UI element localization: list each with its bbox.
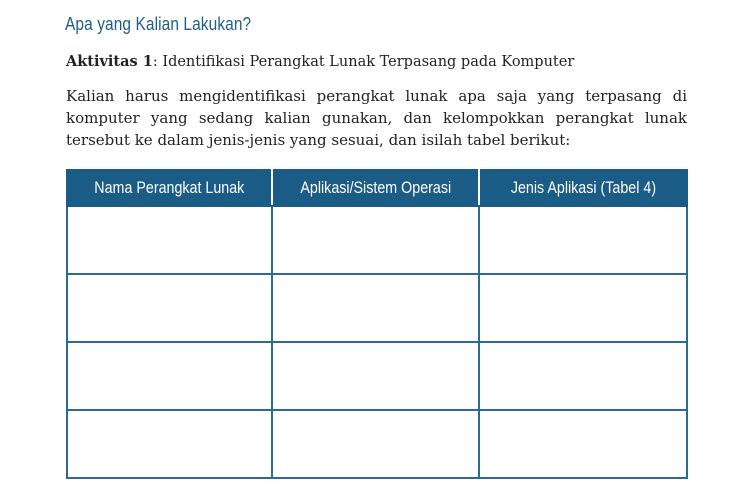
header-software-name: Nama Perangkat Lunak — [67, 170, 272, 206]
activity-title — [66, 53, 574, 70]
section-heading: Apa yang Kalian Lakukan? — [65, 14, 252, 34]
paragraph-line-2: komputer yang sedang kalian gunakan, dan kelompokkan perangkat lunak — [66, 109, 687, 127]
table-cell — [67, 342, 272, 410]
software-table — [66, 169, 688, 479]
activity-label: Aktivitas 1 — [66, 53, 153, 70]
table-row — [67, 206, 687, 274]
table-cell — [272, 206, 479, 274]
table-cell — [67, 274, 272, 342]
table-row — [67, 410, 687, 478]
paragraph-line-3: tersebut ke dalam jenis-jenis yang sesuai, dan isilah tabel berikut: — [66, 131, 571, 149]
table-cell — [479, 342, 687, 410]
instruction-paragraph — [66, 85, 687, 151]
table-cell — [479, 410, 687, 478]
table-cell — [479, 274, 687, 342]
table-header-row — [67, 170, 687, 206]
header-app-or-os: Aplikasi/Sistem Operasi — [272, 170, 479, 206]
table-row — [67, 274, 687, 342]
header-app-type: Jenis Aplikasi (Tabel 4) — [479, 170, 687, 206]
table-cell — [67, 410, 272, 478]
table-row — [67, 342, 687, 410]
table-cell — [272, 274, 479, 342]
activity-text: : Identifikasi Perangkat Lunak Terpasang pada Komputer — [152, 54, 575, 70]
table-cell — [67, 206, 272, 274]
paragraph-line-1: Kalian harus mengidentifikasi perangkat lunak apa saja yang terpasang di — [66, 87, 687, 105]
table-cell — [272, 410, 479, 478]
table-cell — [272, 342, 479, 410]
table-cell — [479, 206, 687, 274]
